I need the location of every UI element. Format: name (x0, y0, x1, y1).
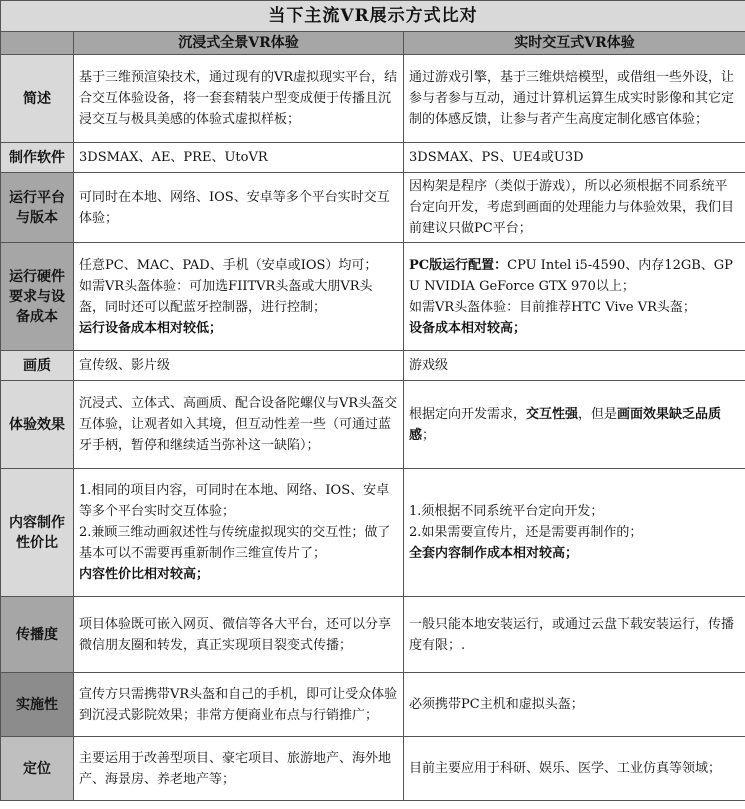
hardware-label-line2: 要求与设 (9, 288, 65, 305)
header-col2: 实时交互式VR体验 (404, 32, 745, 55)
hardware-col2-config-label: PC版运行配置： (409, 257, 508, 273)
cost-label-line2: 性价比 (16, 534, 58, 551)
summary-col1: 基于三维预渲染技术，通过现有的VR虚拟现实平台，结合交互体验设备，将一套套精装户型变成便于传播且沉浸交互与极具美感的体验式虚拟样板； (74, 55, 404, 143)
hardware-col2-vr: 如需VR头盔体验：目前推荐HTC Vive VR头盔； (409, 299, 696, 315)
row-label-platform (1, 173, 74, 243)
row-label-summary: 简述 (1, 55, 74, 143)
row-label-quality: 画质 (1, 351, 74, 381)
platform-col2: 因构架是程序（类似于游戏），所以必须根据不同系统平台定向开发，考虑到画面的处理能力与体验效果，我们目前建议只做PC平台； (404, 173, 745, 243)
software-col2: 3DSMAX、PS、UE4或U3D (404, 143, 745, 173)
experience-col1: 沉浸式、立体式、高画质、配合设备陀螺仪与VR头盔交互体验，让观者如入其境，但互动性差一些（可通过蓝牙手柄，暂停和继续适当弥补这一缺陷）； (74, 381, 404, 469)
hardware-col2 (404, 243, 745, 351)
cost-col2 (404, 469, 745, 597)
table-row (1, 351, 745, 381)
header-row (1, 32, 745, 55)
row-label-software: 制作软件 (1, 143, 74, 173)
cost-col1-summary: 内容性价比相对较高； (79, 567, 210, 582)
table-row (1, 597, 745, 673)
cost-col2-item2: 2.如果需要宣传片，还是需要再制作的； (409, 525, 643, 540)
cost-col2-summary: 全套内容制作成本相对较高； (409, 546, 579, 561)
row-label-experience: 体验效果 (1, 381, 74, 469)
row-label-feasibility: 实施性 (1, 673, 74, 737)
header-blank (1, 32, 74, 55)
row-label-cost-effectiveness (1, 469, 74, 597)
feasibility-col1: 宣传方只需携带VR头盔和自己的手机，即可让受众体验到沉浸式影院效果；非常方便商业布点与行销推广； (74, 673, 404, 737)
positioning-col1: 主要运用于改善型项目、豪宅项目、旅游地产、海外地产、海景房、养老地产等； (74, 737, 404, 801)
platform-label-line1: 运行平台 (9, 189, 65, 206)
hardware-col2-config-value: CPU Intel i5-4590、内存12GB、GPU NVIDIA GeForce GTX 970以上； (409, 257, 733, 294)
platform-col1: 可同时在本地、网络、IOS、安卓等多个平台实时交互体验； (74, 173, 404, 243)
hardware-label-line1: 运行硬件 (9, 268, 65, 285)
table-row (1, 143, 745, 173)
cost-col2-item1: 1.须根据不同系统平台定向开发； (409, 504, 604, 519)
summary-col2: 通过游戏引擎，基于三维烘焙模型，或借组一些外设，让参与者参与互动，通过计算机运算生成实时影像和其它定制的体感反馈，让参与者产生高度定制化感官体验； (404, 55, 745, 143)
cost-col1-item2: 2.兼顾三维动画叙述性与传统虚拟现实的交互性；做了基本可以不需要再重新制作三维宣传片了； (79, 525, 391, 561)
cost-label-line1: 内容制作 (9, 514, 65, 531)
table-row (1, 469, 745, 597)
row-label-spread: 传播度 (1, 597, 74, 673)
experience-col2-a: 根据定向开发需求， (409, 406, 527, 422)
spread-col1: 项目体验既可嵌入网页、微信等各大平台，还可以分享微信朋友圈和转发，真正实现项目裂变式传播； (74, 597, 404, 673)
cost-col1-item1: 1.相同的项目内容，可同时在本地、网络、IOS、安卓等多个平台实时交互体验； (79, 483, 390, 519)
header-col1: 沉浸式全景VR体验 (74, 32, 404, 55)
hardware-col1-vr: 如需VR头盔体验：可加选FIITVR头盔或大朋VR头盔，同时还可以配蓝牙控制器，进行控制； (79, 278, 373, 315)
quality-col1: 宣传级、影片级 (74, 351, 404, 381)
row-label-hardware (1, 243, 74, 351)
row-label-positioning: 定位 (1, 737, 74, 801)
table-row (1, 173, 745, 243)
experience-col2-e: ； (422, 427, 436, 443)
hardware-col1 (74, 243, 404, 351)
hardware-col1-cost: 运行设备成本相对较低； (79, 320, 223, 336)
experience-col2 (404, 381, 745, 469)
hardware-col2-config (409, 255, 740, 297)
quality-col2: 游戏级 (404, 351, 745, 381)
table-row (1, 673, 745, 737)
table-title: 当下主流VR展示方式比对 (1, 1, 745, 32)
experience-col2-c: ，但是 (578, 406, 618, 422)
cost-col1 (74, 469, 404, 597)
table-row (1, 737, 745, 801)
experience-col2-d: 画面效果缺乏品质感 (409, 406, 722, 443)
hardware-label-line3: 备成本 (16, 308, 58, 325)
platform-label-line2: 与版本 (16, 209, 58, 226)
table-row (1, 381, 745, 469)
positioning-col2: 目前主要应用于科研、娱乐、医学、工业仿真等领域； (404, 737, 745, 801)
hardware-col1-devices: 任意PC、MAC、PAD、手机（安卓或IOS）均可； (79, 257, 378, 273)
spread-col2: 一般只能本地安装运行，或通过云盘下载安装运行，传播度有限；. (404, 597, 745, 673)
experience-col2-b: 交互性强 (526, 406, 579, 422)
title-row (1, 1, 745, 32)
table-row (1, 55, 745, 143)
hardware-col2-cost: 设备成本相对较高； (409, 320, 527, 336)
table-row (1, 243, 745, 351)
software-col1: 3DSMAX、AE、PRE、UtoVR (74, 143, 404, 173)
feasibility-col2: 必须携带PC主机和虚拟头盔； (404, 673, 745, 737)
